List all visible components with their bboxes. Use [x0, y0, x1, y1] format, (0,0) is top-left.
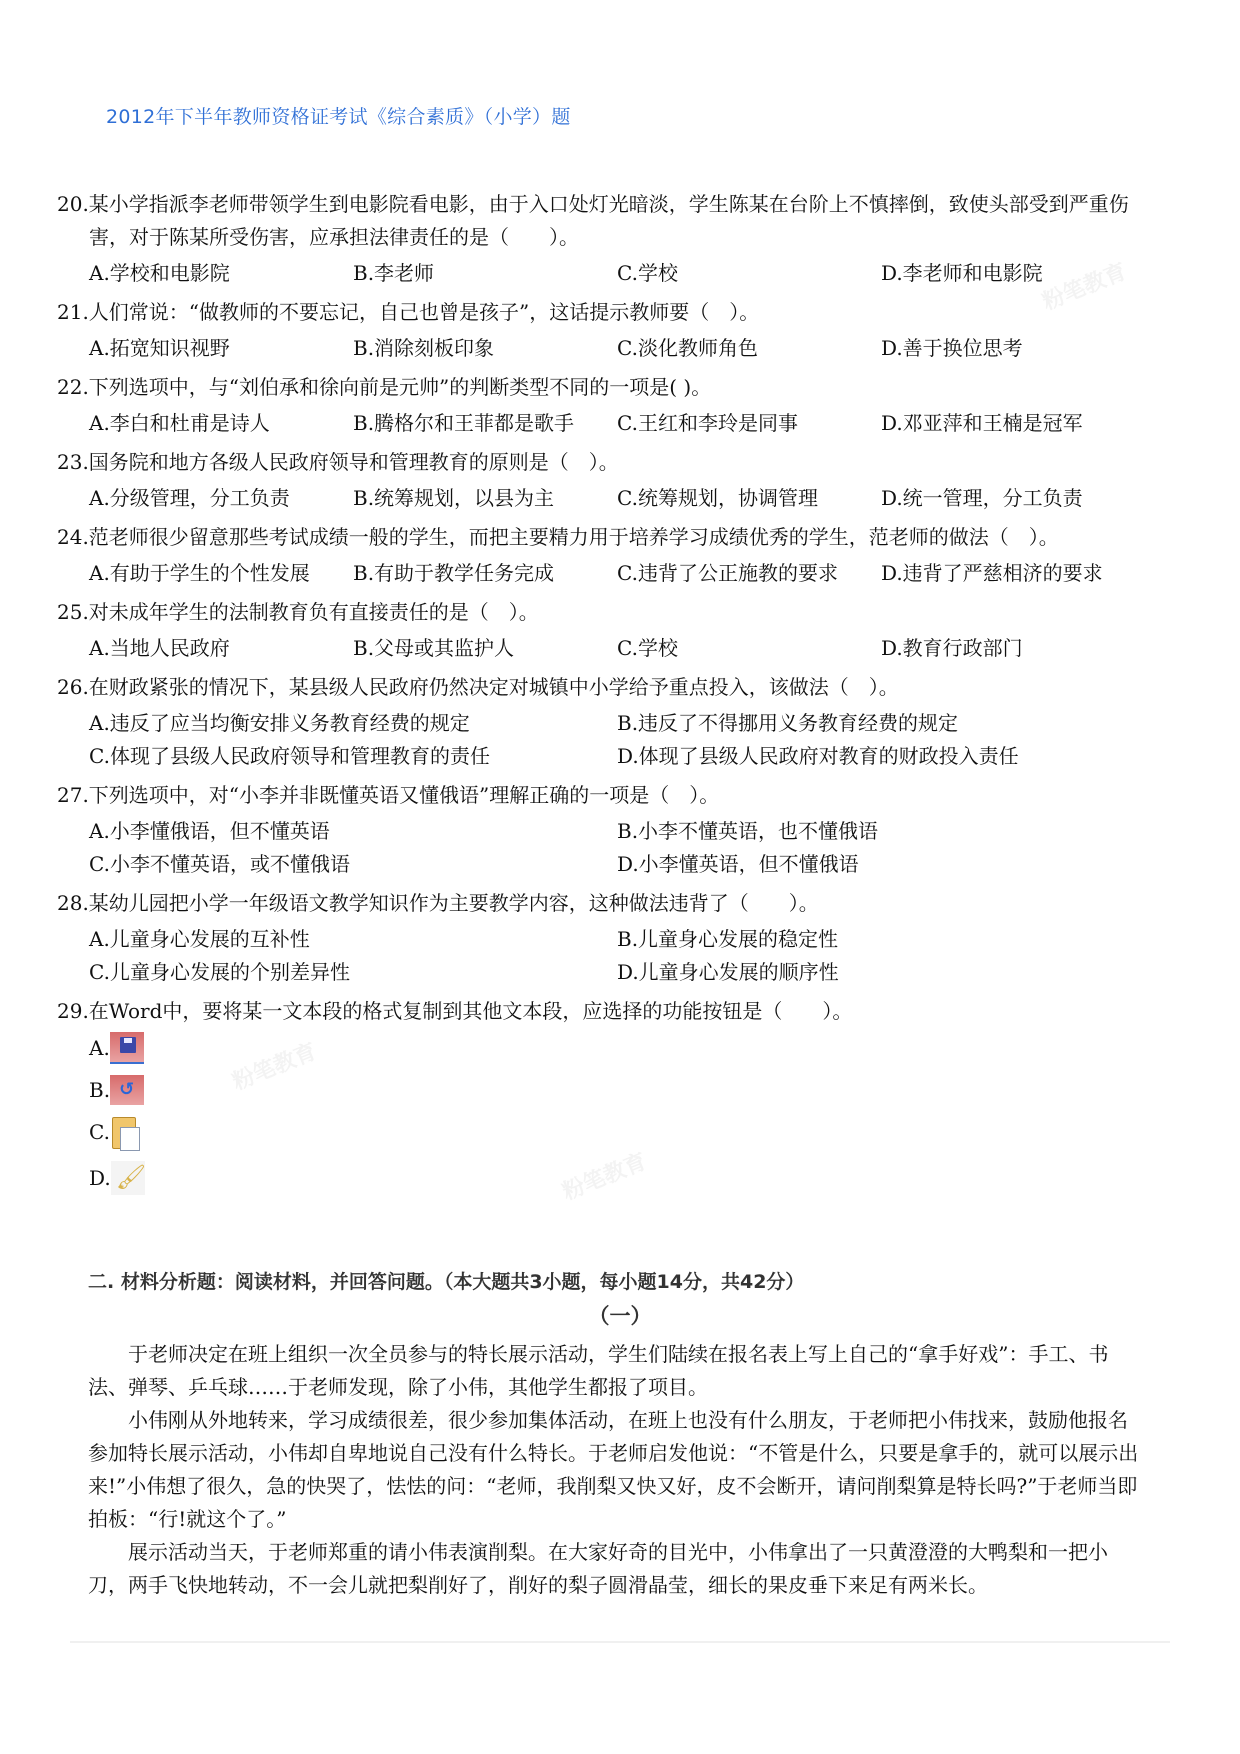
options [57, 332, 1167, 365]
question-23 [57, 446, 1167, 515]
question-stem: 24.范老师很少留意那些考试成绩一般的学生，而把主要精力用于培养学习成绩优秀的学生，范老师的做法（ ）。 [57, 525, 1059, 549]
option-d: D.邓亚萍和王楠是冠军 [881, 411, 1083, 435]
undo-icon [110, 1075, 144, 1105]
option-d [89, 1158, 1167, 1198]
option-label: B. [89, 1078, 111, 1102]
option-a: A.当地人民政府 [89, 636, 230, 660]
option-d: D.统一管理，分工负责 [881, 486, 1083, 510]
watermark: 粉笔教育 [559, 1149, 651, 1206]
options [57, 632, 1167, 665]
option-d: D.教育行政部门 [881, 636, 1023, 660]
option-c: C.儿童身心发展的个别差异性 [89, 960, 350, 984]
option-label: C. [89, 1120, 110, 1144]
image-options [57, 1028, 1167, 1198]
option-a: A.分级管理，分工负责 [89, 486, 290, 510]
option-a: A.小李懂俄语，但不懂英语 [89, 819, 330, 843]
option-d: D.善于换位思考 [881, 336, 1023, 360]
page-divider [70, 1641, 1170, 1643]
option-c: C.违背了公正施教的要求 [617, 561, 838, 585]
question-27 [57, 779, 1167, 881]
option-d: D.李老师和电影院 [881, 261, 1043, 285]
question-24 [57, 521, 1167, 590]
option-d: D.儿童身心发展的顺序性 [617, 960, 839, 984]
question-stem: 29.在Word中，要将某一文本段的格式复制到其他文本段，应选择的功能按钮是（ ）。 [57, 999, 853, 1023]
option-b: B.统筹规划，以县为主 [353, 486, 555, 510]
question-stem: 21.人们常说：“做教师的不要忘记，自己也曾是孩子”，这话提示教师要（ ）。 [57, 300, 760, 324]
question-25 [57, 596, 1167, 665]
option-b: B.李老师 [353, 261, 435, 285]
question-stem: 23.国务院和地方各级人民政府领导和管理教育的原则是（ ）。 [57, 450, 619, 474]
option-a: A.学校和电影院 [89, 261, 230, 285]
section-heading: 二. 材料分析题：阅读材料，并回答问题。（本大题共3小题，每小题14分，共42分） [88, 1271, 805, 1293]
options [57, 707, 1167, 773]
watermark: 粉笔教育 [1039, 259, 1131, 316]
undo-glyph: ↺ [119, 1079, 135, 1100]
option-label: D. [89, 1166, 111, 1190]
document-title: 2012年下半年教师资格证考试《综合素质》（小学）题 [106, 106, 571, 128]
option-b: B.儿童身心发展的稳定性 [617, 927, 839, 951]
material-number: （一） [588, 1304, 652, 1328]
option-b: B.父母或其监护人 [353, 636, 515, 660]
options [57, 407, 1167, 440]
option-a: A.拓宽知识视野 [89, 336, 230, 360]
question-stem: 22.下列选项中，与“刘伯承和徐向前是元帅”的判断类型不同的一项是( )。 [57, 375, 712, 399]
question-26 [57, 671, 1167, 773]
question-stem: 20.某小学指派李老师带领学生到电影院看电影，由于入口处灯光暗淡，学生陈某在台阶上不慎摔倒，致使头部受到严重伤害，对于陈某所受伤害，应承担法律责任的是（ ）。 [57, 192, 1129, 249]
question-29 [57, 995, 1167, 1198]
option-c: C.体现了县级人民政府领导和管理教育的责任 [89, 744, 490, 768]
option-d: D.体现了县级人民政府对教育的财政投入责任 [617, 744, 1019, 768]
options [57, 815, 1167, 881]
watermark: 粉笔教育 [229, 1039, 321, 1096]
options [57, 923, 1167, 989]
paragraph: 小伟刚从外地转来，学习成绩很差，很少参加集体活动，在班上也没有什么朋友，于老师把小伟找来，鼓励他报名参加特长展示活动，小伟却自卑地说自己没有什么特长。于老师启发他说：“不管是什么，只要是拿手的，就可以展示出来!”小伟想了很久，急的快哭了，怯怯的问：“老师，我削梨又快又好，皮不会断开，请问削梨算是特长吗?”于老师当即拍板：“行!就这个了。” [88, 1408, 1139, 1531]
format-painter-icon [111, 1161, 145, 1195]
brush-glyph: 🖌 [115, 1163, 147, 1191]
options [57, 557, 1167, 590]
options [57, 482, 1167, 515]
reading-passage [88, 1338, 1140, 1602]
option-d: D.违背了严慈相济的要求 [881, 561, 1103, 585]
option-d: D.小李懂英语，但不懂俄语 [617, 852, 859, 876]
option-b: B.消除刻板印象 [353, 336, 495, 360]
option-a: A.违反了应当均衡安排义务教育经费的规定 [89, 711, 470, 735]
option-c: C.学校 [617, 636, 678, 660]
question-21 [57, 296, 1167, 365]
paste-icon [110, 1113, 140, 1151]
option-a [89, 1028, 1167, 1068]
save-icon [110, 1032, 144, 1064]
question-stem: 28.某幼儿园把小学一年级语文教学知识作为主要教学内容，这种做法违背了（ ）。 [57, 891, 819, 915]
option-c: C.王红和李玲是同事 [617, 411, 798, 435]
question-20 [57, 188, 1167, 290]
option-c: C.统筹规划，协调管理 [617, 486, 818, 510]
option-b: B.小李不懂英语，也不懂俄语 [617, 819, 879, 843]
question-22 [57, 371, 1167, 440]
option-c: C.淡化教师角色 [617, 336, 758, 360]
question-28 [57, 887, 1167, 989]
question-stem: 27.下列选项中，对“小李并非既懂英语又懂俄语”理解正确的一项是（ ）。 [57, 783, 720, 807]
option-a: A.有助于学生的个性发展 [89, 561, 310, 585]
option-a: A.儿童身心发展的互补性 [89, 927, 310, 951]
option-c: C.小李不懂英语，或不懂俄语 [89, 852, 350, 876]
paragraph: 于老师决定在班上组织一次全员参与的特长展示活动，学生们陆续在报名表上写上自己的“拿手好戏”：手工、书法、弹琴、乒乓球……于老师发现，除了小伟，其他学生都报了项目。 [88, 1342, 1109, 1399]
options [57, 257, 1167, 290]
question-stem: 25.对未成年学生的法制教育负有直接责任的是（ ）。 [57, 600, 539, 624]
option-b: B.有助于教学任务完成 [353, 561, 555, 585]
option-label: A. [89, 1036, 110, 1060]
option-b: B.腾格尔和王菲都是歌手 [353, 411, 575, 435]
option-a: A.李白和杜甫是诗人 [89, 411, 270, 435]
option-b [89, 1070, 1167, 1110]
question-list [57, 188, 1167, 1202]
option-b: B.违反了不得挪用义务教育经费的规定 [617, 711, 959, 735]
option-c: C.学校 [617, 261, 678, 285]
question-stem: 26.在财政紧张的情况下，某县级人民政府仍然决定对城镇中小学给予重点投入，该做法（ ）。 [57, 675, 899, 699]
option-c [89, 1112, 1167, 1152]
paragraph: 展示活动当天，于老师郑重的请小伟表演削梨。在大家好奇的目光中，小伟拿出了一只黄澄澄的大鸭梨和一把小刀，两手飞快地转动，不一会儿就把梨削好了，削好的梨子圆滑晶莹，细长的果皮垂下来足有两米长。 [88, 1540, 1108, 1597]
